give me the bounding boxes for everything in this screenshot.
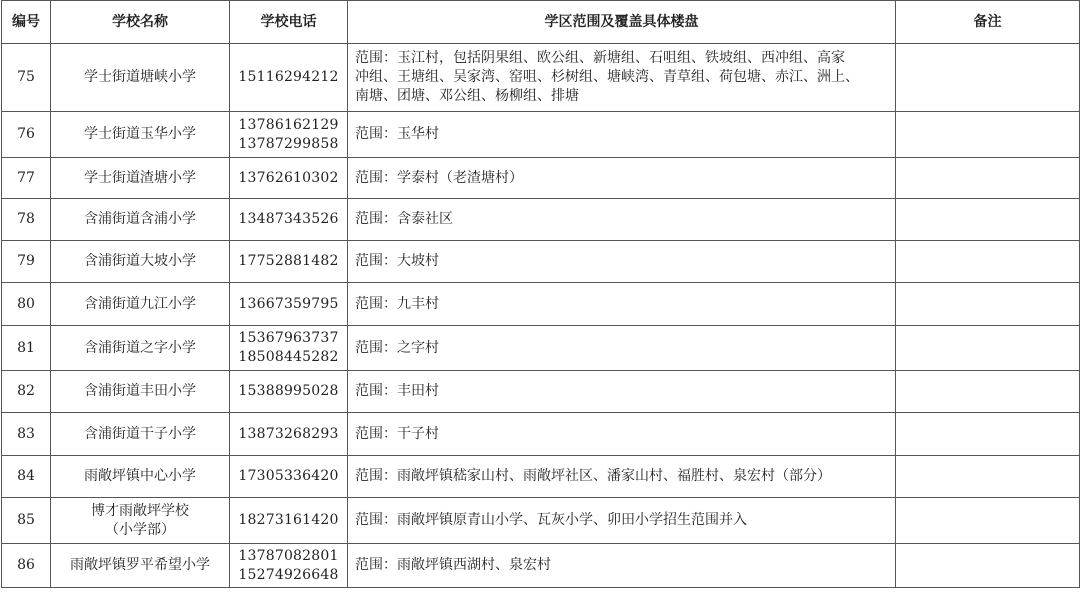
district-range-cell: [348, 199, 896, 241]
table-row: [2, 112, 1080, 158]
header-school-phone: 学校电话: [230, 1, 348, 44]
note-cell: [896, 44, 1080, 112]
note-cell: [896, 498, 1080, 544]
school-name-cell: [51, 158, 230, 199]
district-range-cell: [348, 456, 896, 498]
school-name-cell: [51, 413, 230, 456]
school-name-cell: [51, 112, 230, 158]
school-phone-cell: [230, 498, 348, 544]
school-phone-cell: [230, 413, 348, 456]
school-name-line: 含浦街道丰田小学: [84, 383, 196, 399]
district-range-cell: [348, 44, 896, 112]
table-row: [2, 158, 1080, 199]
district-range-cell: [348, 498, 896, 544]
table-row: [2, 283, 1080, 326]
header-district-range: 学区范围及覆盖具体楼盘: [348, 1, 896, 44]
phone-number: 13667359795: [238, 295, 339, 312]
school-phone-cell: [230, 326, 348, 371]
school-name-cell: [51, 544, 230, 588]
row-number-cell: 75: [2, 44, 51, 112]
row-number-cell: 82: [2, 371, 51, 413]
range-line: 范围：学泰村（老渣塘村）: [355, 169, 523, 186]
table-row: [2, 413, 1080, 456]
school-phone-cell: [230, 241, 348, 283]
note-cell: [896, 241, 1080, 283]
district-range-cell: [348, 371, 896, 413]
school-name-cell: [51, 371, 230, 413]
phone-number: 15367963737: [238, 330, 339, 346]
school-phone-cell: [230, 44, 348, 112]
table-header-row: [2, 1, 1080, 44]
school-name-line: 含浦街道九江小学: [84, 295, 196, 312]
range-line: 南塘、团塘、邓公组、杨柳组、排塘: [355, 88, 579, 104]
range-line: 范围：雨敞坪镇原青山小学、瓦灰小学、卯田小学招生范围并入: [355, 512, 747, 528]
school-name-cell: [51, 44, 230, 112]
row-number-cell: 84: [2, 456, 51, 498]
school-name-cell: [51, 283, 230, 326]
school-phone-cell: [230, 456, 348, 498]
phone-number: 17305336420: [238, 468, 339, 484]
phone-number: 13762610302: [238, 169, 339, 186]
school-phone-cell: [230, 371, 348, 413]
range-line: 范围：丰田村: [355, 383, 439, 399]
row-number-cell: 83: [2, 413, 51, 456]
range-line: 范围：大坡村: [355, 253, 439, 269]
school-name-line: 学士街道玉华小学: [84, 126, 196, 142]
phone-number: 15116294212: [238, 69, 339, 85]
school-name-cell: [51, 241, 230, 283]
district-range-cell: [348, 112, 896, 158]
school-name-line: 学士街道塘峡小学: [84, 69, 196, 85]
note-cell: [896, 544, 1080, 588]
note-cell: [896, 199, 1080, 241]
range-line: 范围：含泰社区: [355, 211, 453, 227]
school-name-cell: [51, 498, 230, 544]
phone-number: 13487343526: [238, 211, 339, 227]
phone-number: 13786162129: [238, 116, 339, 133]
range-line: 范围：九丰村: [355, 295, 439, 312]
school-name-cell: [51, 199, 230, 241]
note-cell: [896, 326, 1080, 371]
school-phone-cell: [230, 158, 348, 199]
row-number-cell: 85: [2, 498, 51, 544]
range-line: 范围：玉江村，包括阴果组、欧公组、新塘组、石咀组、铁坡组、西冲组、高家: [355, 50, 845, 66]
table-row: [2, 326, 1080, 371]
range-line: 范围：雨敞坪镇嵇家山村、雨敞坪社区、潘家山村、福胜村、泉宏村（部分）: [355, 468, 831, 484]
school-name-cell: [51, 326, 230, 371]
district-range-cell: [348, 413, 896, 456]
note-cell: [896, 456, 1080, 498]
school-district-table: [1, 0, 1080, 588]
note-cell: [896, 158, 1080, 199]
range-line: 冲组、王塘组、吴家湾、窑咀、杉树组、塘峡湾、青草组、荷包塘、赤江、洲上、: [355, 69, 859, 85]
table-row: [2, 456, 1080, 498]
range-line: 范围：干子村: [355, 425, 439, 442]
school-name-line: 含浦街道之字小学: [84, 339, 196, 356]
row-number-cell: 79: [2, 241, 51, 283]
school-phone-cell: [230, 112, 348, 158]
district-range-cell: [348, 241, 896, 283]
header-school-name: 学校名称: [51, 1, 230, 44]
district-range-cell: [348, 326, 896, 371]
note-cell: [896, 371, 1080, 413]
header-note: 备注: [896, 1, 1080, 44]
row-number-cell: 76: [2, 112, 51, 158]
district-range-cell: [348, 544, 896, 588]
school-name-line: 含浦街道含浦小学: [84, 211, 196, 227]
school-name-line: 博才雨敞坪学校: [91, 502, 189, 519]
phone-number: 18508445282: [238, 349, 339, 365]
phone-number: 18273161420: [238, 512, 339, 528]
range-line: 范围：之字村: [355, 339, 439, 356]
table-row: [2, 241, 1080, 283]
row-number-cell: 78: [2, 199, 51, 241]
row-number-cell: 77: [2, 158, 51, 199]
school-name-cell: [51, 456, 230, 498]
table-row: [2, 44, 1080, 112]
phone-number: 15274926648: [238, 566, 339, 583]
table-row: [2, 371, 1080, 413]
phone-number: 13787082801: [238, 547, 339, 564]
district-range-cell: [348, 158, 896, 199]
phone-number: 13873268293: [238, 425, 339, 442]
school-name-line: 含浦街道干子小学: [84, 425, 196, 442]
range-line: 范围：雨敞坪镇西湖村、泉宏村: [355, 557, 551, 573]
school-phone-cell: [230, 199, 348, 241]
row-number-cell: 80: [2, 283, 51, 326]
note-cell: [896, 112, 1080, 158]
school-phone-cell: [230, 544, 348, 588]
range-line: 范围：玉华村: [355, 126, 439, 142]
phone-number: 15388995028: [238, 383, 339, 399]
table-row: [2, 199, 1080, 241]
school-name-line: 雨敞坪镇中心小学: [84, 468, 196, 484]
note-cell: [896, 283, 1080, 326]
phone-number: 17752881482: [238, 253, 339, 269]
table-row: [2, 544, 1080, 588]
phone-number: 13787299858: [238, 135, 339, 152]
row-number-cell: 86: [2, 544, 51, 588]
table-row: [2, 498, 1080, 544]
school-name-line: 学士街道渣塘小学: [84, 169, 196, 186]
school-phone-cell: [230, 283, 348, 326]
school-name-line: 雨敞坪镇罗平希望小学: [70, 557, 210, 573]
header-no: 编号: [2, 1, 51, 44]
row-number-cell: 81: [2, 326, 51, 371]
school-name-line: 含浦街道大坡小学: [84, 253, 196, 269]
school-name-line: （小学部）: [105, 521, 175, 538]
note-cell: [896, 413, 1080, 456]
district-range-cell: [348, 283, 896, 326]
